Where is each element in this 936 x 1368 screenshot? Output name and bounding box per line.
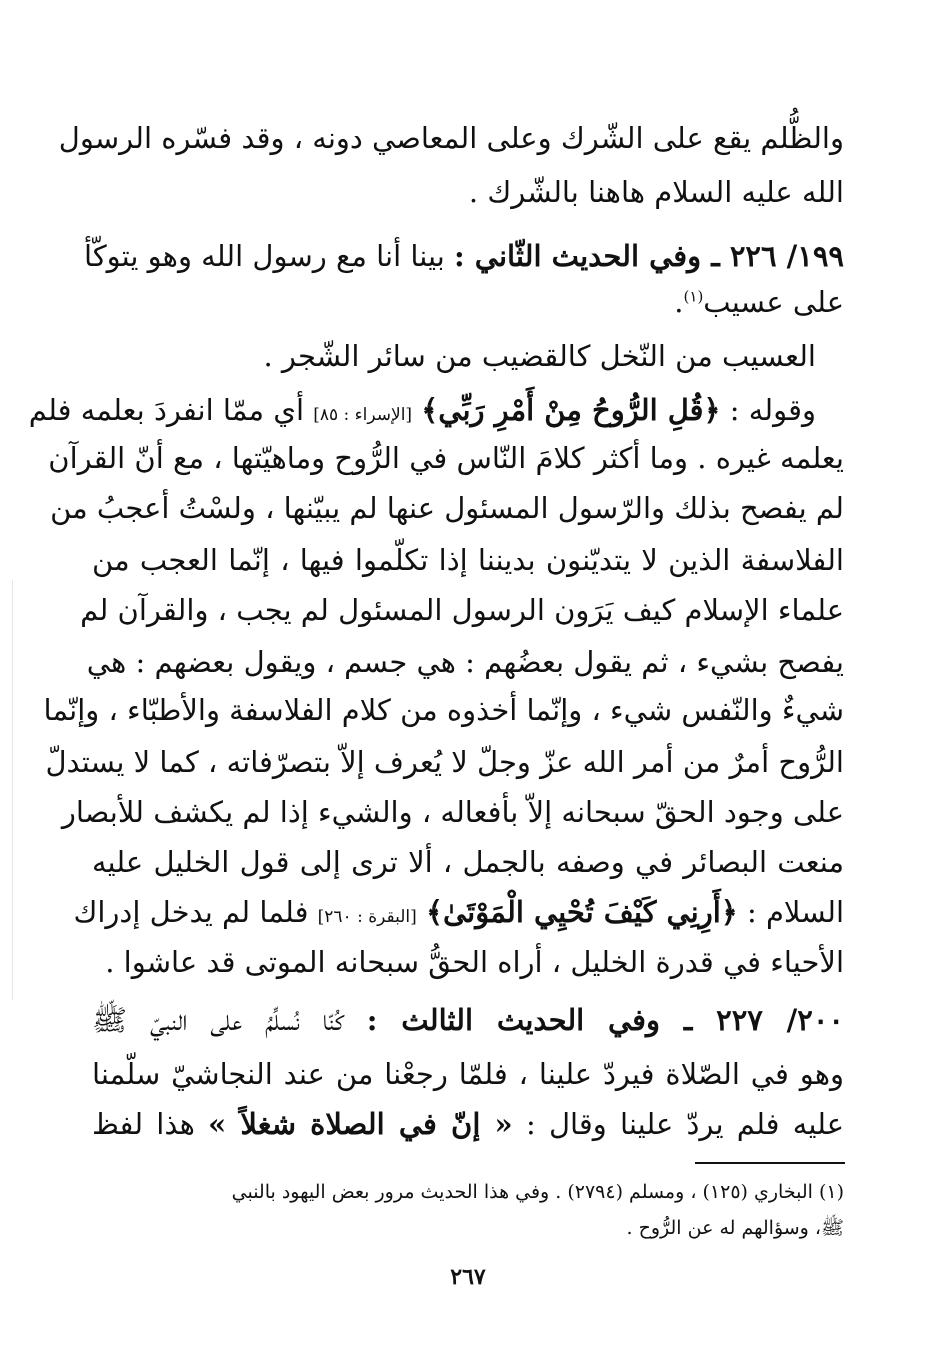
text-line: علماء الإسلام كيف يَرَون الرسول المسئول لم يجب ، والقرآن لم [80, 593, 844, 627]
text-line: على وجود الحقّ سبحانه إلاّ بأفعاله ، والشيء إذا لم يكشف للأبصار [61, 795, 844, 829]
text-line: لم يفصح بذلك والرّسول المسئول عنها لم يبيّنها ، ولسْتُ أعجبُ من [50, 491, 844, 525]
text-fragment: عليه فلم يردّ علينا وقال : [525, 1107, 845, 1141]
verse-reference: [البقرة : ٢٦٠] [317, 907, 417, 927]
text-line: والظُّلم يقع على الشّرك وعلى المعاصي دونه ، وقد فسّره الرسول [58, 121, 844, 155]
text-line [92, 1104, 844, 1144]
footnote-reference: (١) [683, 287, 704, 306]
hadith-200-text: كُنّا نُسلِّمُ على النبيّ ﷺ [92, 1003, 344, 1037]
hadith-quote: « إنّ في الصلاة شغلاً » [208, 1107, 513, 1141]
text-line: شيءٌ والنّفس شيء ، وإنّما أخذوه من كلام الفلاسفة والأطبّاء ، وإنّما [43, 693, 844, 727]
hadith-200-number: ٢٠٠/ ٢٢٧ ـ وفي الحديث الثالث : [366, 1003, 844, 1037]
text-fragment: السلام : [746, 895, 844, 929]
verse-reference: [الإسراء : ٨٥] [313, 405, 413, 425]
hadith-199-line [84, 236, 844, 276]
text-line: وهو في الصّلاة فيردّ علينا ، فلمّا رجعْنا من عند النجاشيّ سلّمنا [92, 1057, 844, 1091]
text-fragment: أي ممّا انفردَ بعلمه فلم [28, 393, 304, 427]
text-line: الله عليه السلام هاهنا بالشّرك . [468, 175, 844, 209]
text-line: الأحياء في قدرة الخليل ، أراه الحقُّ سبحانه الموتى قد عاشوا . [105, 945, 844, 979]
text-line: يفصح بشيء ، ثم يقول بعضُهم : هي جسم ، ويقول بعضهم : هي [86, 645, 844, 679]
page-number: ٢٦٧ [450, 1264, 486, 1290]
text-line: على عسيب$^{(١)}$. [674, 285, 844, 319]
scan-margin-line [12, 580, 13, 1000]
verse-line-1 [28, 390, 844, 435]
text-line: العسيب من النّخل كالقضيب من سائر الشّجر . [263, 339, 816, 373]
hadith-199-text: بينا أنا مع رسول الله وهو يتوكّأ [84, 239, 445, 273]
text-line: منعت البصائر في وصفه بالجمل ، ألا ترى إلى قول الخليل عليه [92, 845, 844, 879]
verse-line-2 [73, 892, 844, 937]
quran-verse: ﴿قُلِ الرُّوحُ مِنْ أَمْرِ رَبِّي﴾ [421, 393, 721, 427]
text-fragment: فلما لم يدخل إدراك [73, 895, 309, 929]
text-fragment: هذا لفظ [92, 1107, 195, 1141]
quran-verse: ﴿أَرِنِي كَيْفَ تُحْيِي الْمَوْتَىٰ﴾ [426, 895, 738, 929]
footnote-line: (١) البخاري (١٢٥) ، ومسلم (٢٧٩٤) . وفي هذا الحديث مرور بعض اليهود بالنبي [231, 1181, 844, 1203]
hadith-200-line [92, 1000, 844, 1040]
text-line: الفلاسفة الذين لا يتديّنون بديننا إذا تكلّموا فيها ، إنّما العجب من [92, 543, 844, 577]
text-fragment: وقوله : [729, 393, 816, 427]
text-fragment: على عسيب [703, 285, 844, 319]
text-line: يعلمه غيره . وما أكثر كلامَ النّاس في الرُّوح وماهيّتها ، مع أنّ القرآن [48, 441, 844, 475]
text-line: الرُّوح أمرٌ من أمر الله عزّ وجلّ لا يُعرف إلاّ بتصرّفاته ، كما لا يستدلّ [45, 745, 844, 779]
footnote-separator [695, 1162, 845, 1164]
hadith-199-number: ١٩٩/ ٢٢٦ ـ وفي الحديث الثّاني : [454, 239, 844, 273]
footnote-line: ﷺ، وسؤالهم له عن الرُّوح . [626, 1217, 844, 1239]
